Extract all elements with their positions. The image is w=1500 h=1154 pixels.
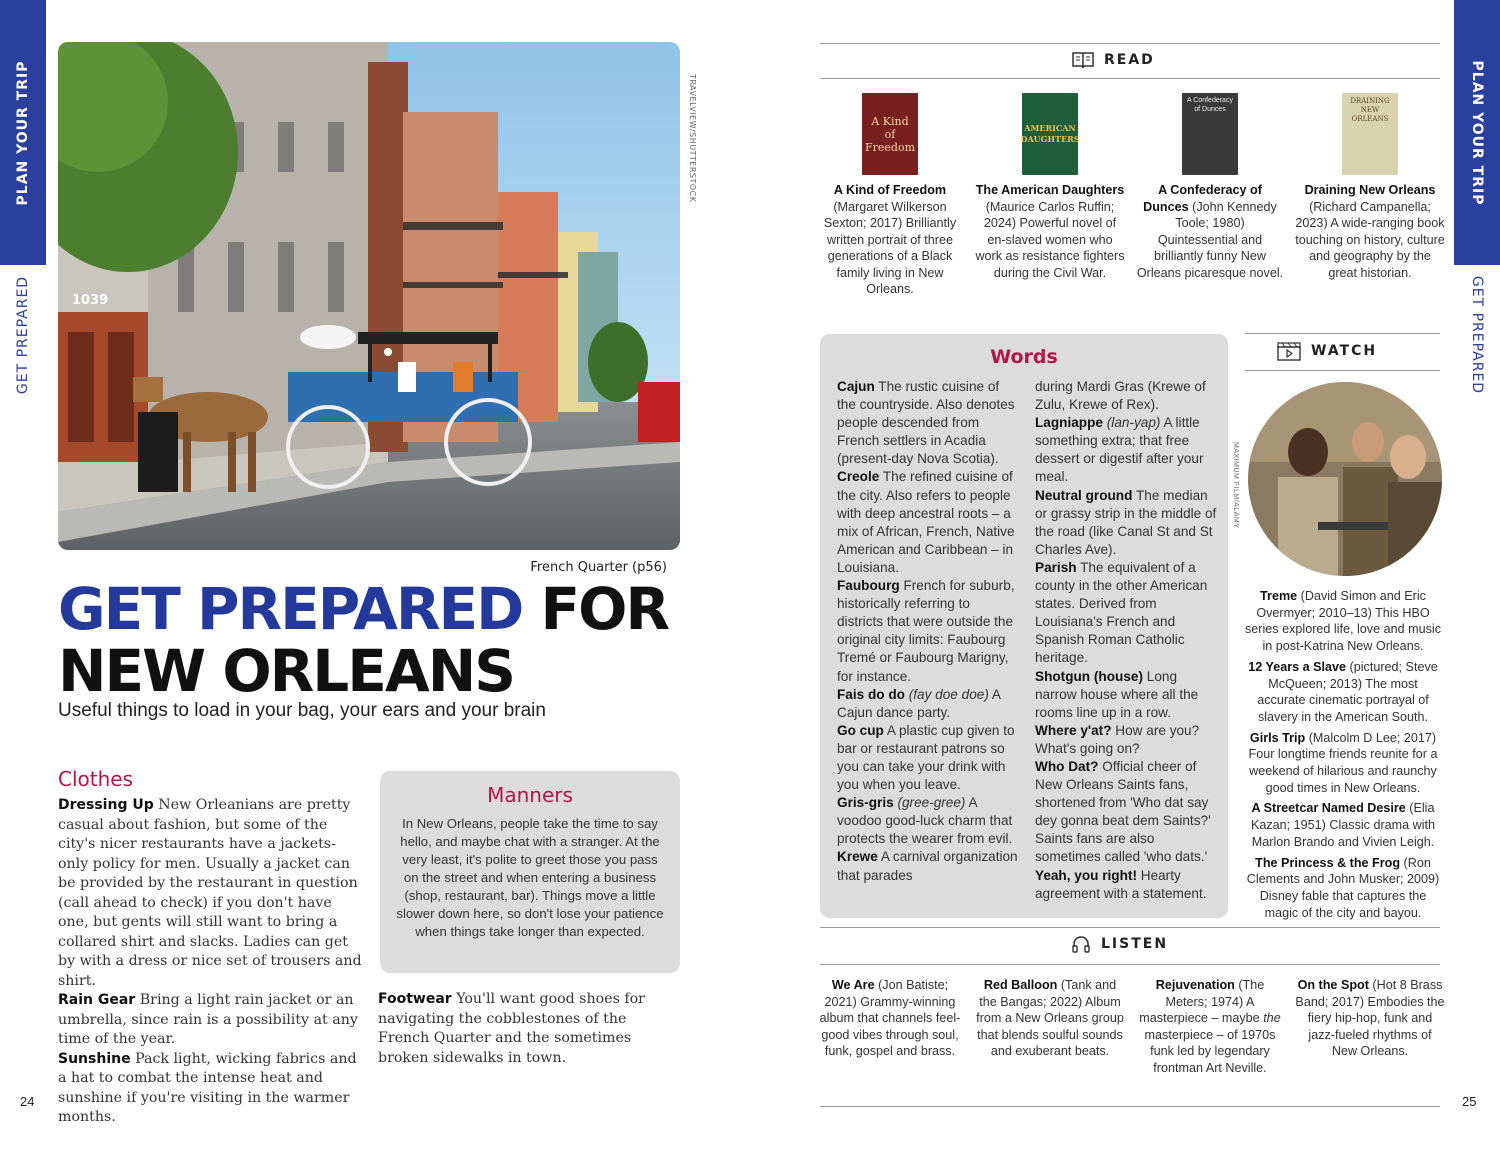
listen-heading: LISTEN bbox=[1071, 934, 1168, 954]
page-title: GET PREPARED FOR NEW ORLEANS bbox=[58, 575, 669, 705]
book-item: A Confederacy of Dunces A Confederacy of Dunces (John Kennedy Toole; 1980) Quintessential and brilliantly funny New Orleans picaresque novel. bbox=[1135, 93, 1285, 281]
list-item: Shotgun (house) Long narrow house where all the rooms line up in a row. bbox=[1035, 668, 1199, 720]
list-item: Who Dat? Official cheer of New Orleans Saints fans, shortened from 'Who dat say dey gonna beat dem Saints?' Saints fans are also sometimes called 'who dats.' bbox=[1035, 758, 1211, 865]
manners-heading: Manners bbox=[487, 783, 573, 807]
divider bbox=[1245, 333, 1440, 334]
divider bbox=[820, 43, 1440, 44]
divider bbox=[820, 964, 1440, 965]
plan-your-trip-tab-left[interactable]: PLAN YOUR TRIP bbox=[0, 0, 46, 265]
list-item: Dressing Up New Orleanians are pretty casual about fashion, but some of the city's nicer restaurants have a jackets-only policy for men. Usually a jacket can be provided by the restaurant in question (call ahead to check) if you don't have one, but gents will still want to bring a collared shirt and slacks. Ladies can get by with a dress or nice set of trousers and shirt. bbox=[58, 797, 362, 989]
film-icon bbox=[1277, 341, 1301, 361]
film-still-image bbox=[1248, 382, 1442, 576]
list-item: Red Balloon (Tank and the Bangas; 2022) Album from a New Orleans group that blends soulful sounds and exuberant beats. bbox=[976, 978, 1124, 1058]
headphones-icon bbox=[1071, 934, 1091, 954]
list-item: Parish The equivalent of a county in the other American states. Derived from Louisiana's French and Spanish Roman Catholic heritage. bbox=[1035, 559, 1208, 666]
book-cover: A Confederacy of Dunces bbox=[1182, 93, 1238, 175]
french-quarter-photo bbox=[58, 42, 680, 550]
words-box bbox=[820, 334, 1228, 918]
page-number-left: 24 bbox=[20, 1094, 35, 1109]
photo-caption: French Quarter (p56) bbox=[530, 560, 667, 575]
manners-box bbox=[380, 771, 680, 973]
list-item: Fais do do (fay doe doe) A Cajun dance party. bbox=[837, 686, 1001, 720]
page-number-right: 25 bbox=[1462, 1094, 1477, 1109]
book-cover: A Kind of Freedom bbox=[862, 93, 918, 175]
list-item: Gris-gris (gree-gree) A voodoo good-luck charm that protects the wearer from evil. bbox=[837, 795, 1013, 847]
divider bbox=[820, 78, 1440, 79]
clothes-section bbox=[58, 796, 366, 1128]
words-heading: Words bbox=[990, 346, 1058, 368]
book-cover: AMERICAN DAUGHTERS bbox=[1022, 93, 1078, 175]
house-number: 1039 bbox=[72, 293, 109, 308]
list-item: The Princess & the Frog (Ron Clements and John Musker; 2009) Disney fable that captures the magic of the city and bayou. bbox=[1246, 855, 1440, 920]
divider bbox=[1245, 370, 1440, 371]
list-item: 12 Years a Slave (pictured; Steve McQueen; 2013) The most accurate cinematic portrayal of slavery in the American South. bbox=[1248, 659, 1438, 724]
list-item: Krewe A carnival organization that parades bbox=[837, 849, 1018, 883]
list-item: Sunshine Pack light, wicking fabrics and a hat to combat the intense heat and sunshine if you're visiting in the warmer months. bbox=[58, 1050, 357, 1125]
photo-credit: TRAVELVIEW/SHUTTERSTOCK bbox=[688, 74, 697, 203]
list-item: Rejuvenation (The Meters; 1974) A masterpiece – maybe the masterpiece – of 1970s funk led by legendary frontman Art Neville. bbox=[1139, 978, 1281, 1075]
divider bbox=[820, 927, 1440, 928]
watch-list bbox=[1243, 588, 1443, 925]
list-item: Rain Gear Bring a light rain jacket or an umbrella, since rain is a possibility at any time of the year. bbox=[58, 992, 358, 1047]
book-item: A Kind of Freedom A Kind of Freedom (Margaret Wilkerson Sexton; 2017) Brilliantly written portrait of three generations of a Black family living in New Orleans. bbox=[815, 93, 965, 298]
book-icon bbox=[1072, 50, 1094, 70]
list-item: Creole The refined cuisine of the city. Also refers to people with deep ancestral roots – a mix of African, French, Native American and Caribbean – in Louisiana. bbox=[837, 469, 1015, 575]
plan-your-trip-tab-right[interactable]: PLAN YOUR TRIP bbox=[1454, 0, 1500, 265]
list-item-continued: during Mardi Gras (Krewe of Zulu, Krewe of Rex). bbox=[1035, 379, 1206, 413]
list-item: Go cup A plastic cup given to bar or restaurant patrons so you can take your drink with you when you leave. bbox=[837, 722, 1015, 793]
list-item: Yeah, you right! Hearty agreement with a statement. bbox=[1035, 867, 1207, 901]
words-column-1 bbox=[837, 378, 1019, 885]
get-prepared-tab-right[interactable]: GET PREPARED bbox=[1454, 265, 1500, 405]
list-item: We Are (Jon Batiste; 2021) Grammy-winning album that channels feel-good vibes through soul, funk, gospel and brass. bbox=[819, 978, 961, 1058]
list-item: Neutral ground The median or grassy strip in the middle of the road (like Canal St and St Charles Ave). bbox=[1035, 487, 1217, 557]
book-cover: DRAINING NEW ORLEANS bbox=[1342, 93, 1398, 175]
list-item: Where y'at? How are you? What's going on? bbox=[1035, 722, 1200, 756]
footwear-item: Footwear You'll want good shoes for navigating the cobblestones of the French Quarter and the sometimes broken sidewalks in town. bbox=[378, 991, 645, 1066]
list-item: Treme (David Simon and Eric Overmyer; 2010–13) This HBO series explored life, love and music in post-Katrina New Orleans. bbox=[1245, 589, 1441, 654]
watch-photo-credit: MAXIMUM FILM/ALAMY bbox=[1232, 442, 1239, 529]
book-item: AMERICAN DAUGHTERS The American Daughters (Maurice Carlos Ruffin; 2024) Powerful novel of en-slaved women who work as resistance fighters during the Civil War. bbox=[975, 93, 1125, 281]
list-item: On the Spot (Hot 8 Brass Band; 2017) Embodies the fiery hip-hop, funk and jazz-fueled rhythms of New Orleans. bbox=[1295, 978, 1445, 1058]
watch-heading: WATCH bbox=[1277, 341, 1377, 361]
list-item: Cajun The rustic cuisine of the countryside. Also denotes people descended from French settlers in Acadia (present-day Nova Scotia). bbox=[837, 379, 1015, 467]
read-heading: READ bbox=[1072, 50, 1155, 70]
list-item: A Streetcar Named Desire (Elia Kazan; 1951) Classic drama with Marlon Brando and Vivien Leigh. bbox=[1250, 801, 1436, 849]
manners-text: In New Orleans, people take the time to say hello, and maybe chat with a stranger. At the very least, it's polite to greet those you pass on the street and when entering a business (shop, restaurant, bar). Things move a little slower down here, so don't lose your patience when things take longer than expected. bbox=[396, 816, 664, 939]
words-column-2 bbox=[1035, 378, 1217, 903]
clothes-heading: Clothes bbox=[58, 767, 133, 791]
list-item: Faubourg French for suburb, historically referring to districts that were outside the original city limits: Faubourg Tremé or Faubourg Marigny, for instance. bbox=[837, 578, 1015, 684]
page-subtitle: Useful things to load in your bag, your ears and your brain bbox=[58, 700, 546, 721]
get-prepared-tab-left[interactable]: GET PREPARED bbox=[0, 265, 46, 405]
list-item: Lagniappe (lan-yap) A little something extra; that free dessert or digestif after your meal. bbox=[1035, 415, 1204, 485]
list-item: Girls Trip (Malcolm D Lee; 2017) Four longtime friends reunite for a weekend of hilarious and raunchy good times in New Orleans. bbox=[1248, 730, 1438, 795]
divider bbox=[820, 1106, 1440, 1107]
book-item: DRAINING NEW ORLEANS Draining New Orleans (Richard Campanella; 2023) A wide-ranging book touching on history, culture and geography by the great historian. bbox=[1295, 93, 1445, 281]
